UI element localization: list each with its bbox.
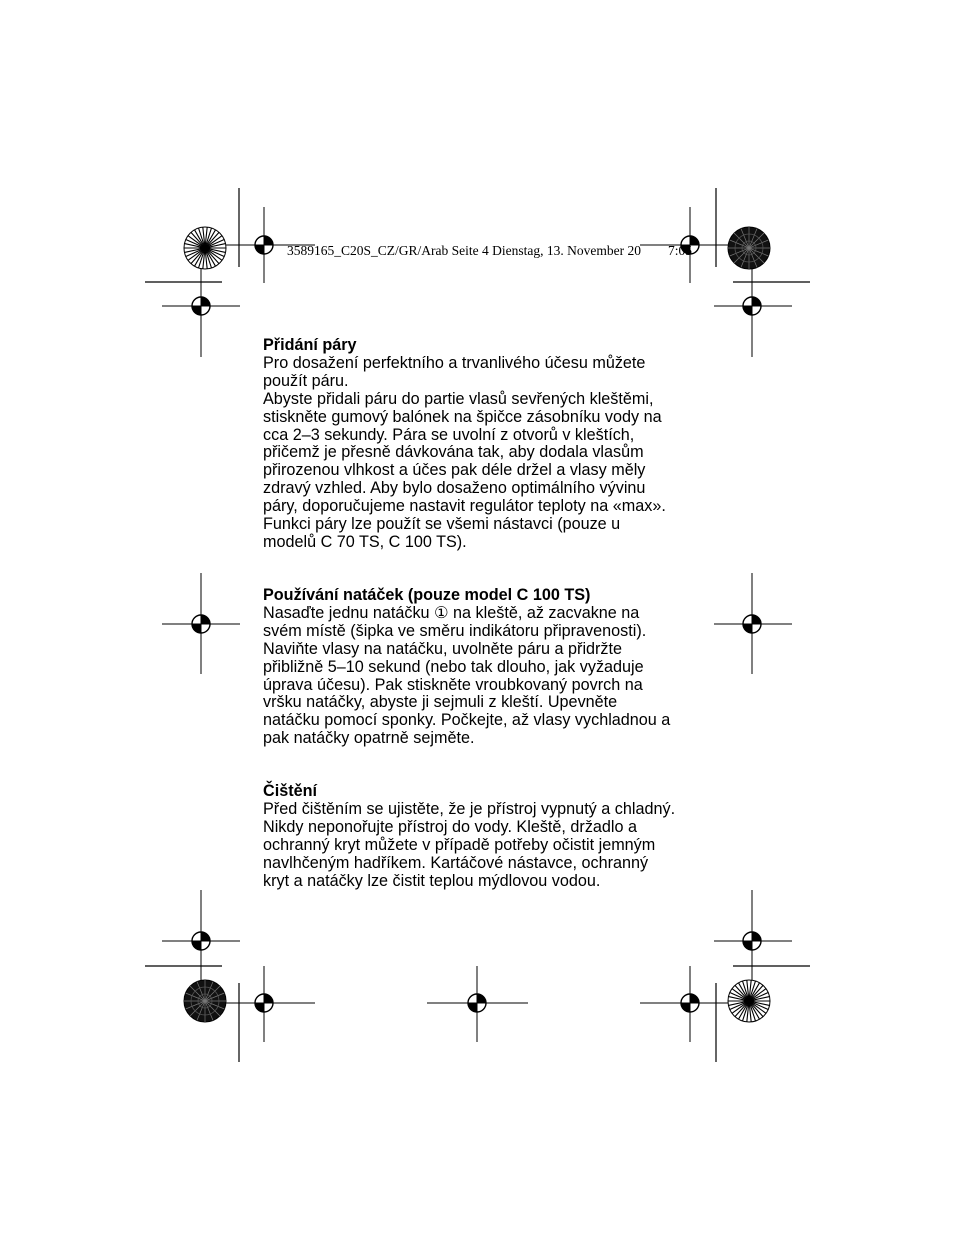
- section-cleaning: [263, 783, 703, 890]
- section-body: Nasaďte jednu natáčku ① na kleště, až zacvakne na svém místě (šipka ve směru indikátoru připravenosti). Naviňte vlasy na natáčku, uvolněte páru a přidržte přibližně 5–10 sekund (nebo tak dlouho, jak vyžaduje úprava účesu). Pak stiskněte vroubkovaný povrch na vršku natáčky, abyste ji sejmuli z kleští. Upevněte natáčku pomocí sponky. Počkejte, až vlasy vychladnou a pak natáčky opatrně sejměte.: [263, 603, 671, 748]
- section-adding-steam: [263, 337, 703, 552]
- section-heading: Čištění: [263, 782, 317, 800]
- print-slug-header: [287, 243, 737, 259]
- section-body: Pro dosažení perfektního a trvanlivého účesu můžete použít páru. Abyste přidali páru do partie vlasů sevřených kleštěmi, stiskněte gumový balónek na špičce zásobníku vody na cca 2–3 sekundy. Pára se uvolní z otvorů v kleštích, přičemž je přesně dávkována tak, aby dodala vlasům přirozenou vlhkost a účes pak déle držel a vlasy měly zdravý vzhled. Aby bylo dosaženo optimálního vývinu páry, doporučujeme nastavit regulátor teploty na «max». Funkci páry lze použít se všemi nástavci (pouze u modelů C 70 TS, C 100 TS).: [263, 353, 666, 551]
- section-body: Před čištěním se ujistěte, že je přístroj vypnutý a chladný. Nikdy neponořujte přístroj do vody. Kleště, držadlo a ochranný kryt můžete v případě potřeby očistit jemným navlhčeným hadříkem. Kartáčové nástavce, ochranný kryt a natáčky lze čistit teplou mýdlovou vodou.: [263, 799, 676, 890]
- print-time: 7:05: [667, 243, 692, 258]
- section-using-rollers: [263, 587, 703, 748]
- main-content: [263, 336, 703, 890]
- print-slug: 3589165_C20S_CZ/GR/Arab Seite 4 Dienstag, 13. November 20: [287, 243, 641, 258]
- section-heading: Používání natáček (pouze model C 100 TS): [263, 586, 591, 604]
- section-heading: Přidání páry: [263, 336, 357, 354]
